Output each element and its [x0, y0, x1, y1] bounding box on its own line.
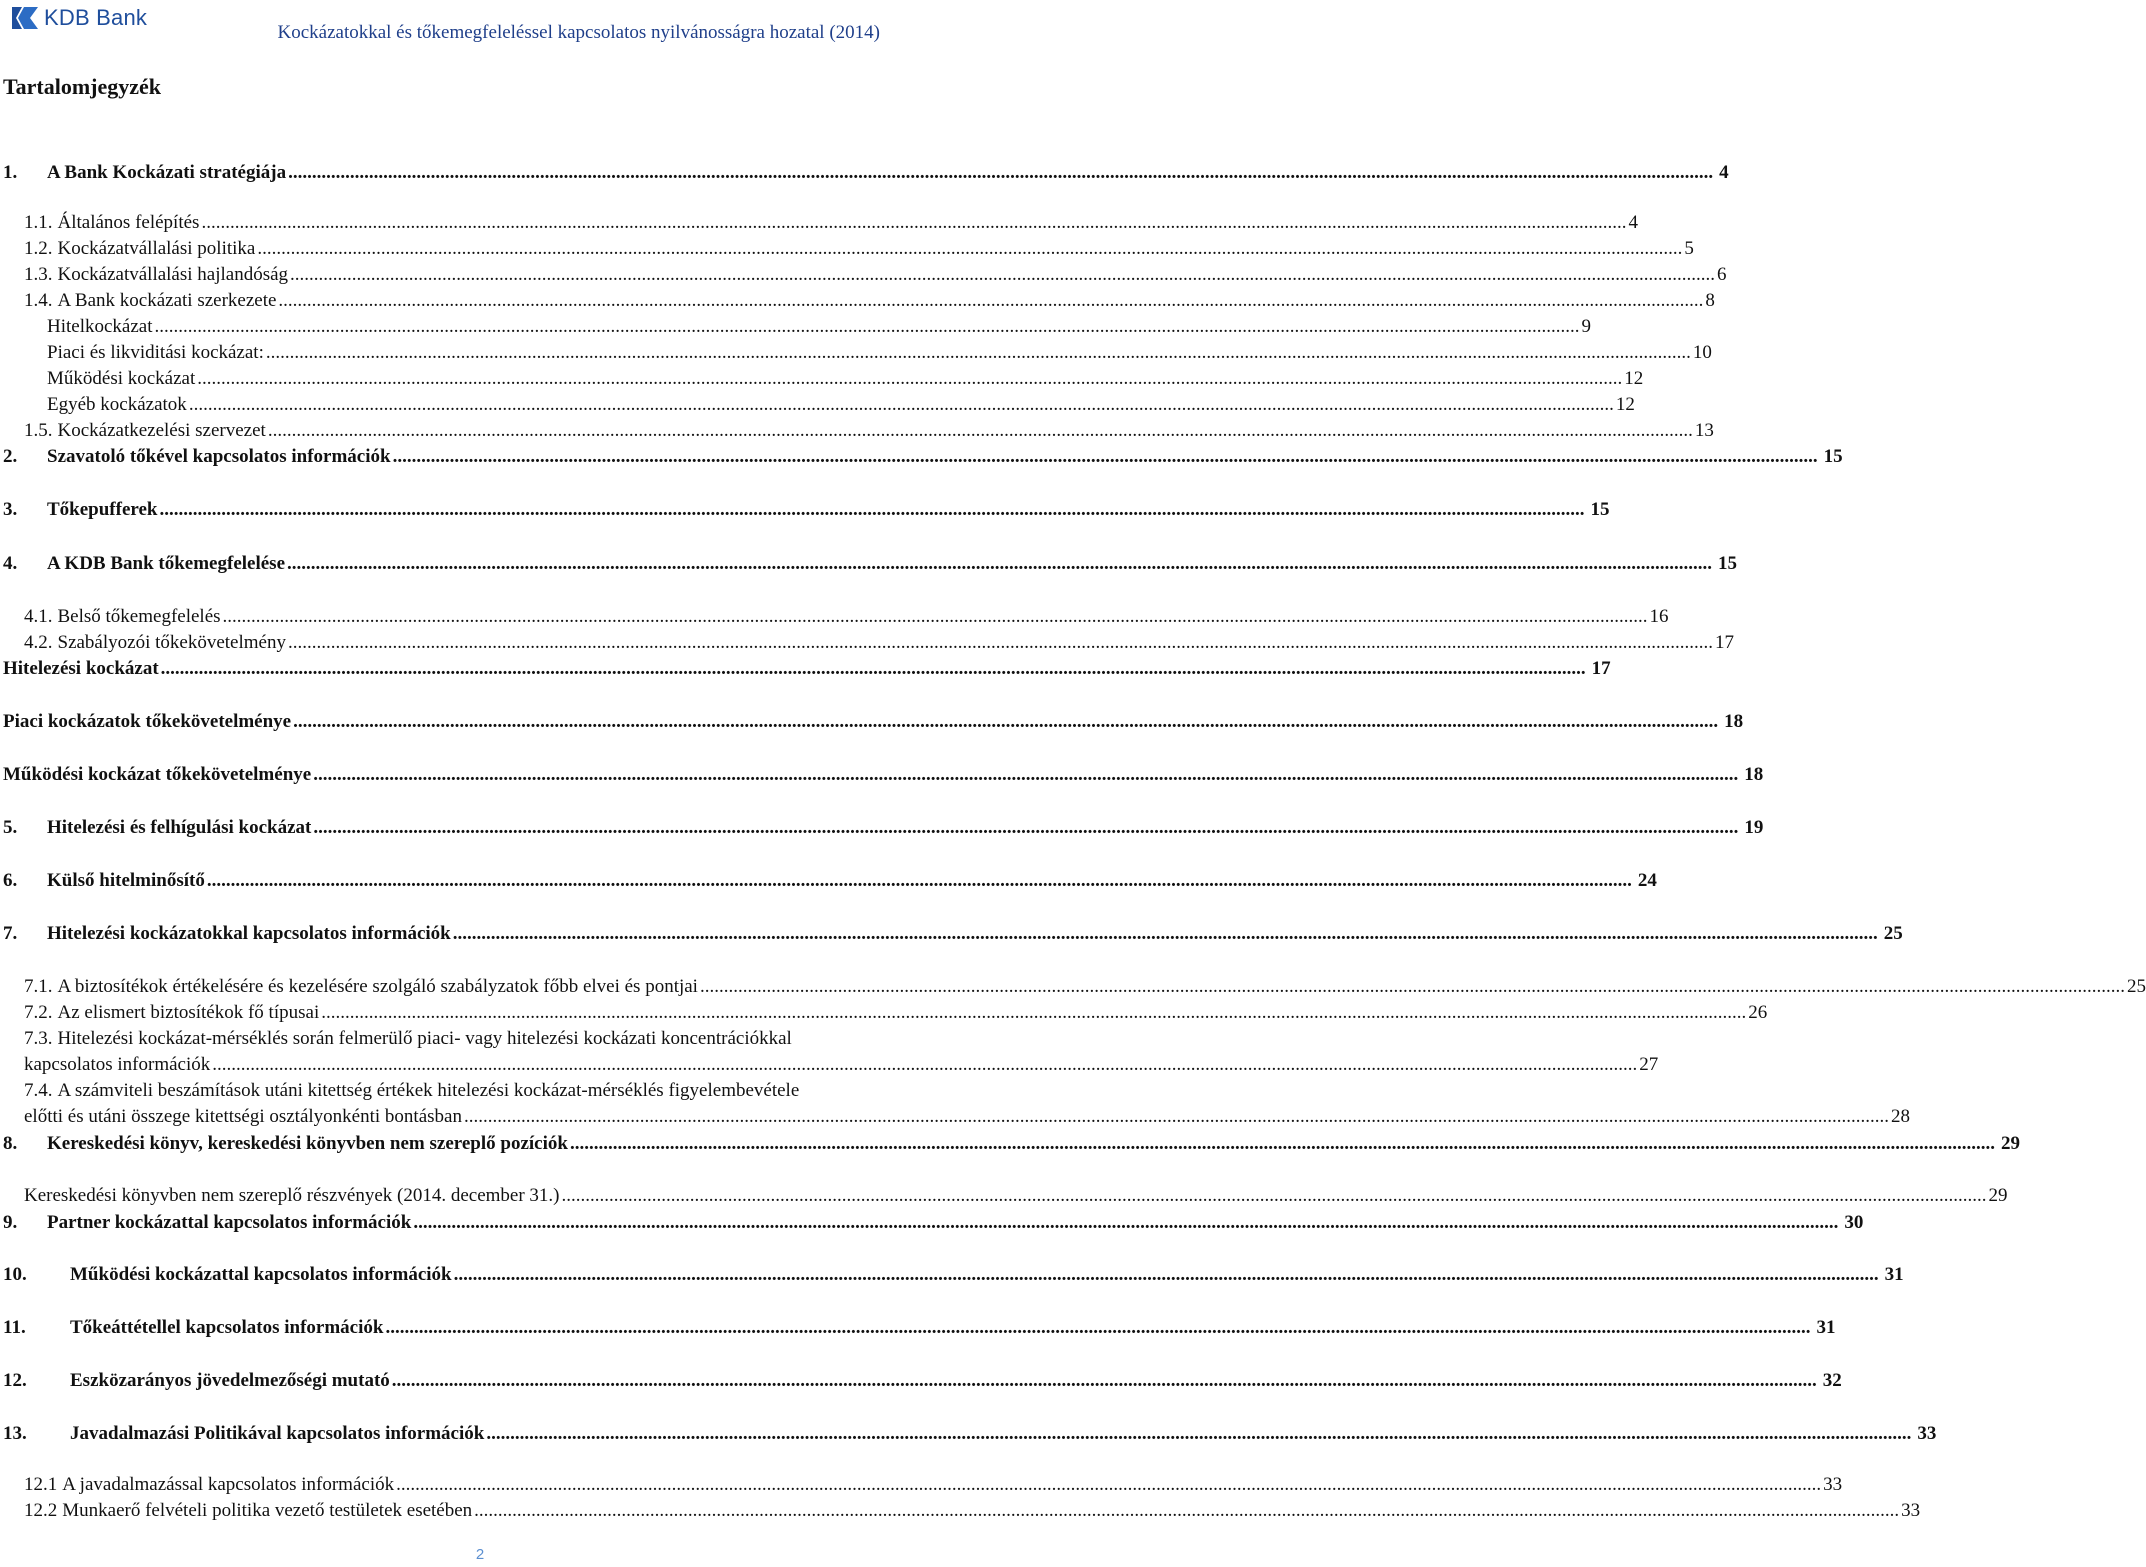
toc-entry-page: 33 — [1917, 1423, 1937, 1444]
toc-entry-number: 1.5. — [24, 420, 53, 441]
toc-entry-number: 1.3. — [24, 264, 53, 285]
toc-entry-page: 30 — [1844, 1212, 1864, 1233]
toc-dot-leader: ............................................................................................................................................................................................................................................................................................................ — [452, 923, 1878, 944]
toc-entry[interactable] — [3, 162, 1729, 184]
toc-dot-leader: ............................................................................................................................................................................................................................................................................................................ — [212, 1054, 1638, 1075]
toc-entry-title: Kockázatvállalási politika — [57, 238, 256, 259]
toc-entry-page: 15 — [1823, 446, 1843, 467]
toc-line — [47, 316, 1592, 338]
toc-dot-leader: ............................................................................................................................................................................................................................................................................................................ — [313, 817, 1739, 838]
toc-entry-page: 15 — [1590, 499, 1610, 520]
toc-entry[interactable] — [3, 446, 1843, 468]
toc-dot-leader: ............................................................................................................................................................................................................................................................................................................ — [392, 446, 1818, 467]
toc-line — [3, 499, 1610, 521]
toc-entry-page: 18 — [1724, 711, 1744, 732]
toc-entry-title: Tőkeáttétellel kapcsolatos információk — [70, 1317, 384, 1338]
toc-entry-number: 3. — [3, 499, 18, 520]
toc-entry[interactable] — [3, 711, 1744, 733]
toc-entry[interactable] — [24, 212, 1638, 234]
toc-entry-page: 16 — [1649, 606, 1669, 627]
toc-dot-leader: ............................................................................................................................................................................................................................................................................................................ — [222, 606, 1648, 627]
toc-entry-page: 4 — [1719, 162, 1729, 183]
toc-dot-leader: ............................................................................................................................................................................................................................................................................................................ — [699, 976, 2125, 997]
toc-line — [3, 1317, 1836, 1339]
toc-entry-title: kapcsolatos információk — [24, 1054, 211, 1075]
toc-entry-title: Munkaerő felvételi politika vezető testületek esetében — [62, 1500, 473, 1521]
toc-dot-leader: ............................................................................................................................................................................................................................................................................................................ — [267, 420, 1693, 441]
toc-line — [47, 342, 1712, 364]
toc-entry[interactable] — [3, 1423, 1937, 1445]
toc-entry-page: 24 — [1637, 870, 1657, 891]
toc-line — [24, 1106, 1910, 1128]
toc-entry-title: A KDB Bank tőkemegfelelése — [47, 553, 286, 574]
toc-entry[interactable] — [3, 870, 1657, 892]
toc-entry-title: Külső hitelminősítő — [47, 870, 205, 891]
toc-entry-number: 12.2 — [24, 1500, 58, 1521]
toc-entry[interactable] — [24, 632, 1734, 654]
toc-dot-leader: ............................................................................................................................................................................................................................................................................................................ — [293, 711, 1719, 732]
toc-line — [24, 1002, 1768, 1024]
toc-entry[interactable] — [24, 1474, 1843, 1496]
toc-entry-title: Javadalmazási Politikával kapcsolatos információk — [70, 1423, 485, 1444]
toc-entry[interactable] — [47, 368, 1644, 390]
toc-entry-number: 1. — [3, 162, 18, 183]
toc-line — [24, 1500, 1921, 1522]
toc-entry-title: Egyéb kockázatok — [47, 394, 187, 415]
toc-line — [3, 1264, 1904, 1286]
toc-dot-leader: ............................................................................................................................................................................................................................................................................................................ — [287, 632, 1713, 653]
toc-entry-page: 29 — [1988, 1185, 2008, 1206]
toc-entry[interactable] — [3, 1264, 1904, 1286]
toc-entry-page: 25 — [2126, 976, 2146, 997]
toc-line — [3, 711, 1744, 733]
toc-dot-leader: ............................................................................................................................................................................................................................................................................................................ — [321, 1002, 1747, 1023]
toc-entry-title: A biztosítékok értékelésére és kezelésére szolgáló szabályzatok főbb elvei és pontjai — [57, 976, 698, 997]
toc-entry-page: 26 — [1748, 1002, 1768, 1023]
toc-entry-page: 12 — [1615, 394, 1635, 415]
toc-entry[interactable] — [3, 658, 1611, 680]
toc-entry[interactable] — [3, 764, 1764, 786]
toc-entry-number: 10. — [3, 1264, 27, 1285]
toc-dot-leader: ............................................................................................................................................................................................................................................................................................................ — [453, 1264, 1879, 1285]
toc-entry-title: Az elismert biztosítékok fő típusai — [57, 1002, 320, 1023]
toc-entry-number: 12.1 — [24, 1474, 58, 1495]
toc-entry-page: 5 — [1684, 238, 1694, 259]
toc-line — [3, 923, 1903, 945]
toc-entry-title: Kockázatkezelési szervezet — [57, 420, 266, 441]
toc-entry-title: Partner kockázattal kapcsolatos információk — [47, 1212, 412, 1233]
toc-entry-number: 9. — [3, 1212, 18, 1233]
toc-dot-leader: ............................................................................................................................................................................................................................................................................................................ — [159, 499, 1585, 520]
toc-entry[interactable] — [24, 1028, 1659, 1076]
toc-line — [24, 976, 2146, 998]
toc-entry[interactable] — [24, 1080, 1910, 1128]
toc-line — [3, 1133, 2020, 1155]
toc-entry-page: 4 — [1628, 212, 1638, 233]
toc-entry[interactable] — [3, 553, 1738, 575]
toc-line — [47, 368, 1644, 390]
toc-entry[interactable] — [3, 1370, 1842, 1392]
toc-entry-page: 17 — [1591, 658, 1611, 679]
toc-entry-number: 8. — [3, 1133, 18, 1154]
toc-entry-title: Kereskedési könyv, kereskedési könyvben nem szereplő pozíciók — [47, 1133, 568, 1154]
toc-entry[interactable] — [3, 1133, 2020, 1155]
toc-entry-page: 13 — [1694, 420, 1714, 441]
toc-entry-number: 7.4. — [24, 1080, 53, 1101]
toc-entry-title: Szabályozói tőkekövetelmény — [57, 632, 286, 653]
toc-dot-leader: ............................................................................................................................................................................................................................................................................................................ — [154, 316, 1580, 337]
toc-entry-title: Hitelezési kockázat-mérséklés során felmerülő piaci- vagy hitelezési kockázati koncentrációkkal — [57, 1028, 792, 1049]
toc-entry[interactable] — [24, 264, 1727, 286]
toc-entry-page: 31 — [1884, 1264, 1904, 1285]
toc-dot-leader: ............................................................................................................................................................................................................................................................................................................ — [391, 1370, 1817, 1391]
toc-line — [47, 394, 1635, 416]
toc-dot-leader: ............................................................................................................................................................................................................................................................................................................ — [206, 870, 1632, 891]
toc-entry-page: 10 — [1692, 342, 1712, 363]
toc-dot-leader: ............................................................................................................................................................................................................................................................................................................ — [265, 342, 1691, 363]
toc-line — [24, 420, 1714, 442]
toc-entry-page: 33 — [1823, 1474, 1843, 1495]
toc-entry-title: Hitelkockázat — [47, 316, 153, 337]
toc-line — [3, 553, 1738, 575]
toc-entry-page: 17 — [1714, 632, 1734, 653]
toc-entry-title: A Bank Kockázati stratégiája — [47, 162, 287, 183]
toc-entry-title: Általános felépítés — [57, 212, 200, 233]
toc-dot-leader: ............................................................................................................................................................................................................................................................................................................ — [257, 238, 1683, 259]
toc-line — [3, 162, 1729, 184]
toc-entry-number: 13. — [3, 1423, 27, 1444]
toc-entry-number: 7.2. — [24, 1002, 53, 1023]
toc-entry-number: 6. — [3, 870, 18, 891]
toc-entry-page: 12 — [1624, 368, 1644, 389]
toc-entry[interactable] — [3, 817, 1764, 839]
toc-dot-leader: ............................................................................................................................................................................................................................................................................................................ — [413, 1212, 1839, 1233]
toc-entry-number: 7.1. — [24, 976, 53, 997]
toc-entry[interactable] — [24, 420, 1714, 442]
toc-entry-page: 27 — [1639, 1054, 1659, 1075]
toc-entry[interactable] — [24, 1002, 1768, 1024]
toc-line — [24, 290, 1715, 312]
toc-line — [3, 1423, 1937, 1445]
toc-entry-title: Hitelezési és felhígulási kockázat — [47, 817, 312, 838]
toc-line — [24, 264, 1727, 286]
toc-entry-number: 11. — [3, 1317, 26, 1338]
toc-entry[interactable] — [47, 394, 1635, 416]
toc-dot-leader: ............................................................................................................................................................................................................................................................................................................ — [201, 212, 1627, 233]
toc-line — [24, 238, 1694, 260]
toc-entry[interactable] — [24, 290, 1715, 312]
toc-entry-page: 29 — [2000, 1133, 2020, 1154]
toc-entry-title: Piaci kockázatok tőkekövetelménye — [3, 711, 292, 732]
toc-entry[interactable] — [24, 976, 2146, 998]
logo-text: KDB Bank — [44, 5, 148, 30]
toc-entry-title: A javadalmazással kapcsolatos információk — [62, 1474, 395, 1495]
toc-entry[interactable] — [3, 923, 1903, 945]
toc-entry-number: 5. — [3, 817, 18, 838]
toc-entry-number: 7. — [3, 923, 18, 944]
toc-dot-leader: ............................................................................................................................................................................................................................................................................................................ — [288, 162, 1714, 183]
toc-entry[interactable] — [24, 238, 1694, 260]
toc-entry[interactable] — [24, 1185, 2008, 1207]
toc-entry-page: 8 — [1705, 290, 1715, 311]
toc-entry-number: 7.3. — [24, 1028, 53, 1049]
toc-dot-leader: ............................................................................................................................................................................................................................................................................................................ — [569, 1133, 1995, 1154]
toc-line — [24, 1080, 956, 1102]
toc-entry[interactable] — [3, 1317, 1836, 1339]
toc-line — [3, 658, 1611, 680]
document-title: Kockázatokkal és tőkemegfeleléssel kapcsolatos nyilvánosságra hozatal (2014) — [277, 22, 880, 43]
toc-line — [3, 817, 1764, 839]
toc-dot-leader: ............................................................................................................................................................................................................................................................................................................ — [561, 1185, 1987, 1206]
toc-entry-title: Eszközarányos jövedelmezőségi mutató — [70, 1370, 390, 1391]
toc-entry-page: 18 — [1744, 764, 1764, 785]
toc-entry-number: 2. — [3, 446, 18, 467]
toc-line — [24, 1054, 1659, 1076]
toc-entry-title: Tőkepufferek — [47, 499, 158, 520]
toc-dot-leader: ............................................................................................................................................................................................................................................................................................................ — [313, 764, 1739, 785]
toc-entry-title: A számviteli beszámítások utáni kitettség értékek hitelezési kockázat-mérséklés figyelembevétele — [57, 1080, 800, 1101]
toc-entry[interactable] — [3, 1212, 1864, 1234]
toc-entry-number: 1.1. — [24, 212, 53, 233]
toc-entry[interactable] — [47, 342, 1712, 364]
toc-line — [24, 632, 1734, 654]
toc-entry[interactable] — [24, 606, 1669, 628]
toc-line — [24, 212, 1638, 234]
toc-entry-page: 19 — [1744, 817, 1764, 838]
toc-dot-leader: ............................................................................................................................................................................................................................................................................................................ — [188, 394, 1614, 415]
toc-dot-leader: ............................................................................................................................................................................................................................................................................................................ — [197, 368, 1623, 389]
toc-entry-title: Hitelezési kockázatokkal kapcsolatos információk — [47, 923, 451, 944]
toc-entry-page: 28 — [1890, 1106, 1910, 1127]
toc-entry-number: 12. — [3, 1370, 27, 1391]
toc-entry-number: 1.4. — [24, 290, 53, 311]
toc-entry-number: 4. — [3, 553, 18, 574]
toc-entry[interactable] — [47, 316, 1592, 338]
toc-line — [3, 764, 1764, 786]
toc-line — [24, 606, 1669, 628]
toc-line — [3, 1370, 1842, 1392]
toc-dot-leader: ............................................................................................................................................................................................................................................................................................................ — [486, 1423, 1912, 1444]
toc-entry[interactable] — [3, 499, 1610, 521]
toc-entry-number: 1.2. — [24, 238, 53, 259]
toc-entry-title: Szavatoló tőkével kapcsolatos információk — [47, 446, 391, 467]
toc-entry-title: előtti és utáni összege kitettségi osztályonkénti bontásban — [24, 1106, 462, 1127]
toc-dot-leader: ............................................................................................................................................................................................................................................................................................................ — [287, 553, 1713, 574]
toc-entry-page: 25 — [1883, 923, 1903, 944]
toc-entry[interactable] — [24, 1500, 1921, 1522]
toc-dot-leader: ............................................................................................................................................................................................................................................................................................................ — [290, 264, 1716, 285]
toc-line — [24, 1028, 956, 1050]
toc-entry-number: 4.1. — [24, 606, 53, 627]
toc-dot-leader: ............................................................................................................................................................................................................................................................................................................ — [160, 658, 1586, 679]
toc-dot-leader: ............................................................................................................................................................................................................................................................................................................ — [396, 1474, 1822, 1495]
toc-line — [3, 446, 1843, 468]
toc-entry-number: 4.2. — [24, 632, 53, 653]
toc-dot-leader: ............................................................................................................................................................................................................................................................................................................ — [463, 1106, 1889, 1127]
page-number: 2 — [475, 1546, 485, 1563]
toc-line — [3, 1212, 1864, 1234]
toc-line — [24, 1474, 1843, 1496]
toc-entry-title: Piaci és likviditási kockázat: — [47, 342, 264, 363]
toc-dot-leader: ............................................................................................................................................................................................................................................................................................................ — [278, 290, 1704, 311]
toc-entry-title: Működési kockázat tőkekövetelménye — [3, 764, 312, 785]
toc-entry-title: Kockázatvállalási hajlandóság — [57, 264, 289, 285]
toc-heading: Tartalomjegyzék — [3, 74, 162, 99]
toc-entry-page: 6 — [1717, 264, 1727, 285]
toc-entry-title: A Bank kockázati szerkezete — [57, 290, 277, 311]
toc-line — [3, 870, 1657, 892]
toc-dot-leader: ............................................................................................................................................................................................................................................................................................................ — [385, 1317, 1811, 1338]
toc-entry-title: Belső tőkemegfelelés — [57, 606, 221, 627]
toc-entry-page: 9 — [1581, 316, 1592, 337]
toc-entry-page: 15 — [1718, 553, 1738, 574]
toc-line — [24, 1185, 2008, 1207]
toc-dot-leader: ............................................................................................................................................................................................................................................................................................................ — [474, 1500, 1900, 1521]
toc-entry-title: Kereskedési könyvben nem szereplő részvények (2014. december 31.) — [24, 1185, 560, 1206]
toc-entry-page: 33 — [1901, 1500, 1921, 1521]
toc-entry-title: Működési kockázat — [47, 368, 196, 389]
toc-entry-title: Működési kockázattal kapcsolatos információk — [70, 1264, 452, 1285]
toc-entry-page: 32 — [1822, 1370, 1842, 1391]
toc-entry-title: Hitelezési kockázat — [3, 658, 159, 679]
toc-entry-page: 31 — [1816, 1317, 1836, 1338]
